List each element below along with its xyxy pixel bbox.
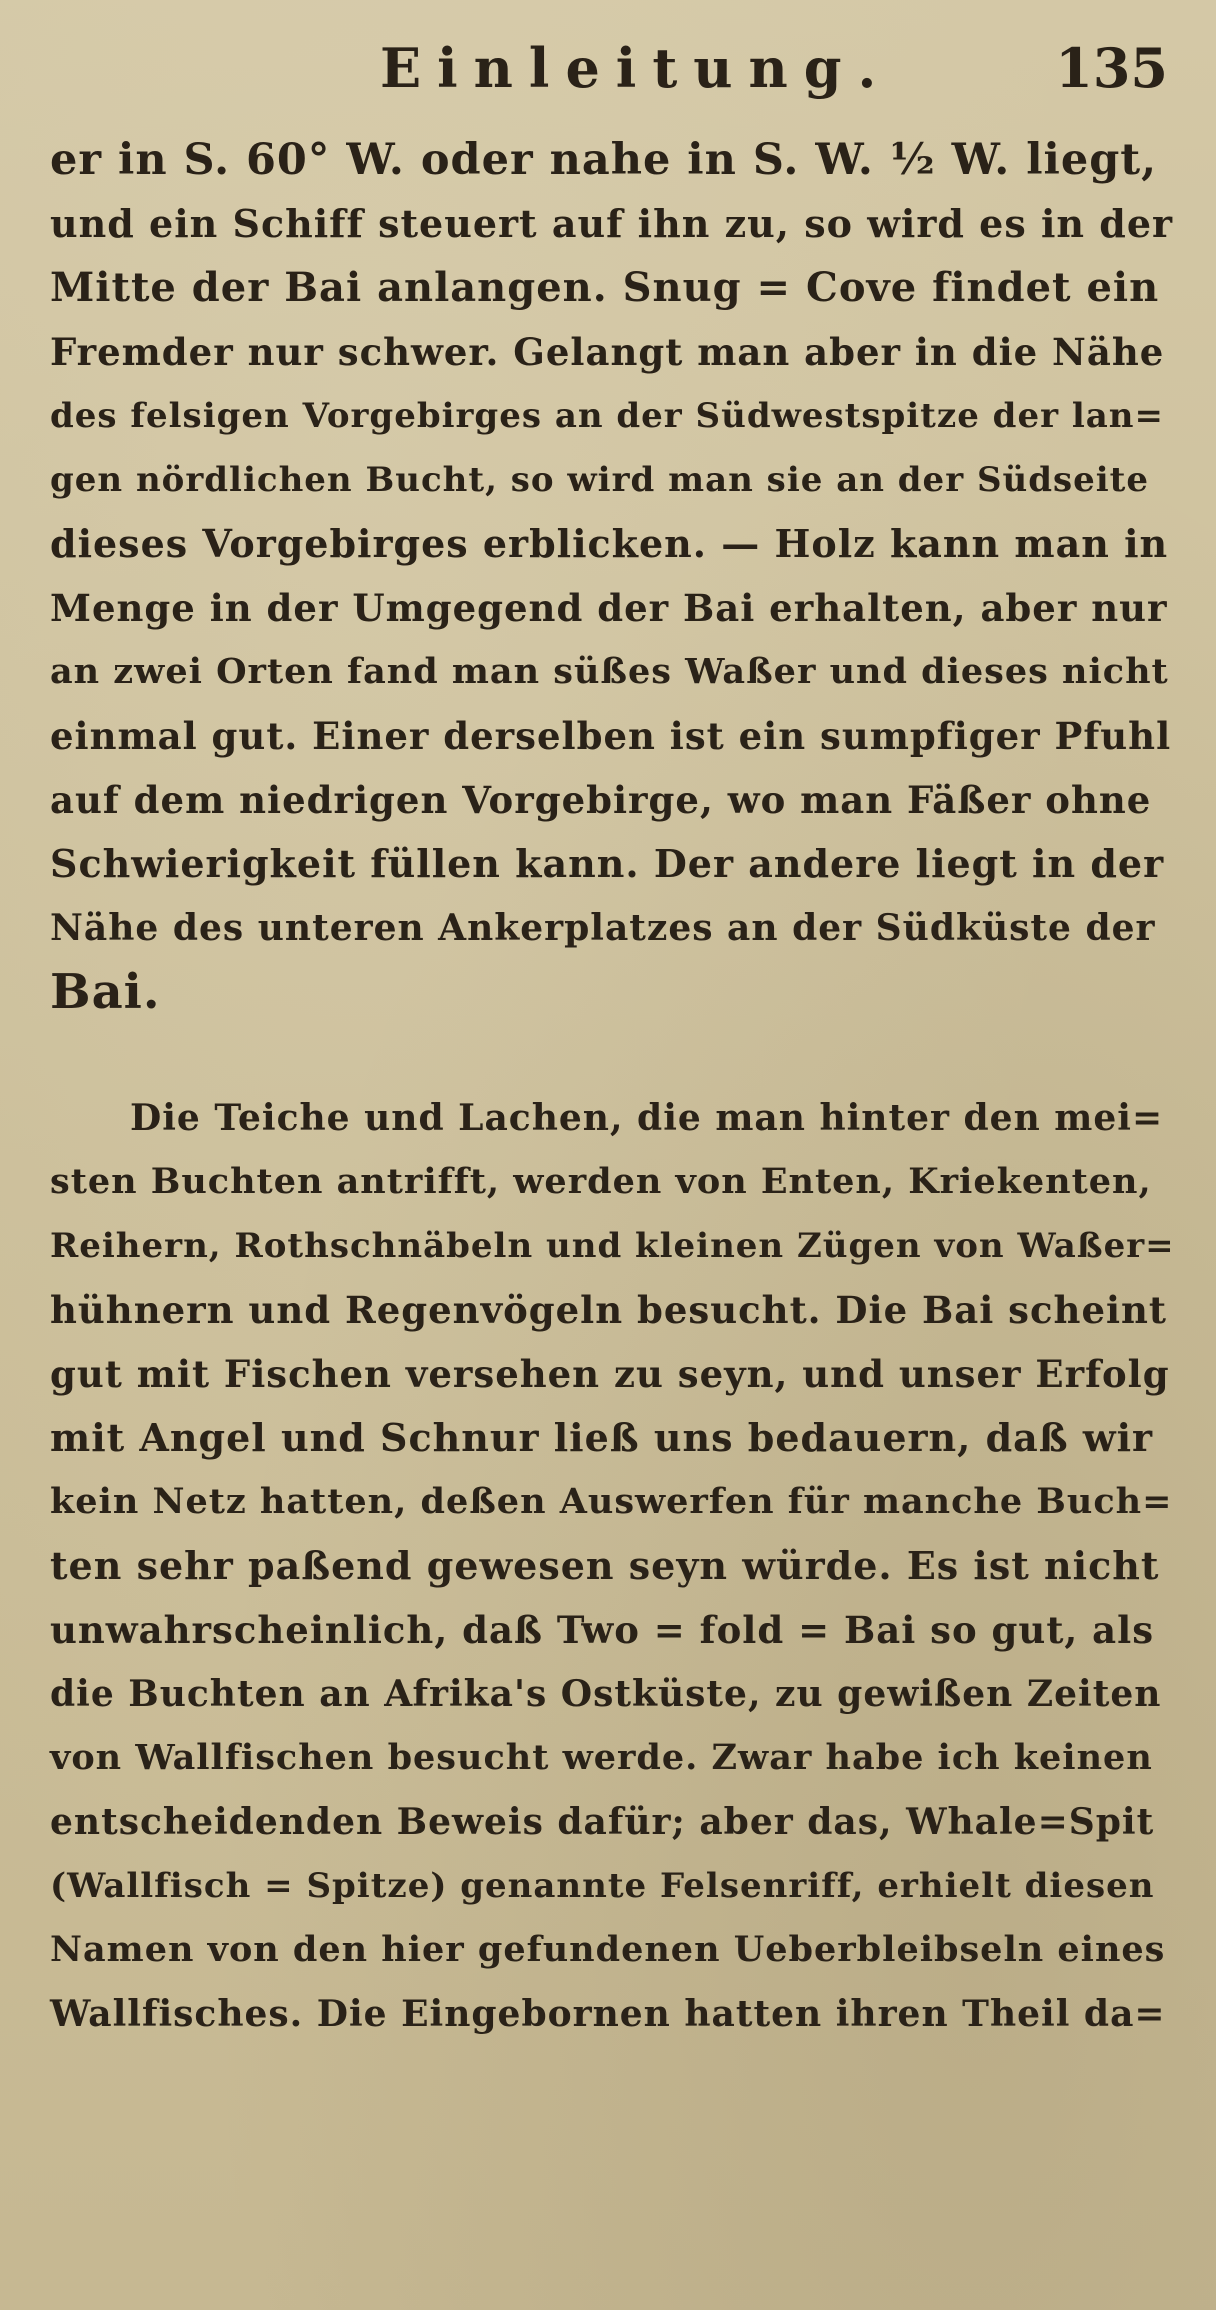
page-number: 135 [1055, 36, 1168, 100]
text-line: Reihern, Rothschnäbeln und kleinen Zügen von Waßer= [50, 1226, 1175, 1266]
text-line: sten Buchten antrifft, werden von Enten, Kriekenten, [50, 1161, 1152, 1202]
text-line: Menge in der Umgegend der Bai erhalten, aber nur [50, 586, 1168, 630]
text-line: Namen von den hier gefundenen Ueberbleibseln eines [50, 1929, 1166, 1970]
text-line: auf dem niedrigen Vorgebirge, wo man Fäßer ohne [50, 778, 1152, 822]
text-line: von Wallfischen besucht werde. Zwar habe ich keinen [50, 1737, 1153, 1778]
text-line: dieses Vorgebirges erblicken. — Holz kann man in [50, 521, 1169, 566]
text-line: Nähe des unteren Ankerplatzes an der Südküste der [50, 907, 1156, 949]
running-head: Einleitung. [380, 36, 893, 100]
text-line: gut mit Fischen versehen zu seyn, und unser Erfolg [50, 1352, 1170, 1396]
text-line: mit Angel und Schnur ließ uns bedauern, daß wir [50, 1415, 1154, 1460]
text-line: Wallfisches. Die Eingebornen hatten ihren Theil da= [50, 1993, 1166, 2035]
text-line: Die Teiche und Lachen, die man hinter den mei= [130, 1097, 1164, 1139]
text-line: kein Netz hatten, deßen Auswerfen für manche Buch= [50, 1481, 1173, 1522]
text-line: Mitte der Bai anlangen. Snug = Cove findet ein [50, 264, 1160, 311]
text-line: (Wallfisch = Spitze) genannte Felsenriff, erhielt diesen [50, 1866, 1155, 1906]
page-header [0, 28, 1216, 108]
text-line: hühnern und Regenvögeln besucht. Die Bai scheint [50, 1288, 1168, 1332]
text-line: entscheidenden Beweis dafür; aber das, Whale=Spit [50, 1801, 1155, 1843]
text-line: er in S. 60° W. oder nahe in S. W. ½ W. liegt, [50, 135, 1158, 185]
text-line: ten sehr paßend gewesen seyn würde. Es ist nicht [50, 1543, 1160, 1588]
text-line: Bai. [50, 964, 161, 1020]
text-line: des felsigen Vorgebirges an der Südwestspitze der lan= [50, 396, 1164, 436]
text-line: die Buchten an Afrika's Ostküste, zu gewißen Zeiten [50, 1673, 1162, 1715]
text-line: gen nördlichen Bucht, so wird man sie an der Südseite [50, 460, 1150, 500]
text-line: Fremder nur schwer. Gelangt man aber in die Nähe [50, 330, 1165, 374]
text-line: an zwei Orten fand man süßes Waßer und dieses nicht [50, 651, 1169, 692]
text-line: einmal gut. Einer derselben ist ein sumpfiger Pfuhl [50, 714, 1172, 758]
text-line: und ein Schiff steuert auf ihn zu, so wird es in der [50, 201, 1174, 246]
text-line: unwahrscheinlich, daß Two = fold = Bai so gut, als [50, 1608, 1155, 1652]
text-line: Schwierigkeit füllen kann. Der andere liegt in der [50, 841, 1165, 886]
